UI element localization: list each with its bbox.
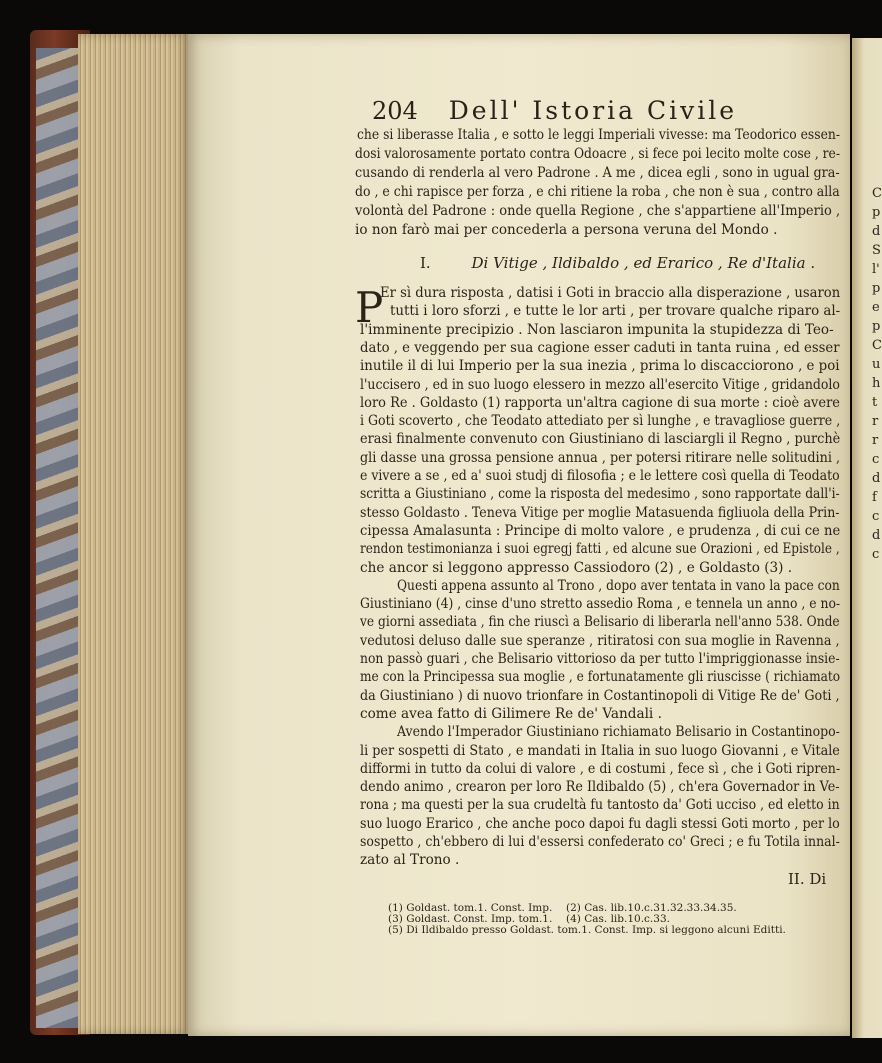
facing-page-fragment bbox=[852, 38, 882, 1038]
running-header bbox=[372, 96, 792, 128]
facing-page-letter: h bbox=[872, 376, 881, 391]
section-heading bbox=[420, 254, 815, 272]
facing-page-letter: d bbox=[872, 224, 881, 239]
facing-page-letter: p bbox=[872, 319, 881, 334]
text-line: ve giorni assediata , fin che riuscì a Belisario di liberarla nell'anno 538. Onde bbox=[360, 614, 840, 631]
facing-page-letter: r bbox=[872, 433, 879, 448]
text-line: rona ; ma questi per la sua crudeltà fu tantosto da' Goti ucciso , ed eletto in bbox=[360, 797, 840, 814]
text-line: dosi valorosamente portato contra Odoacre , si fece poi lecito molte cose , re- bbox=[355, 146, 840, 162]
running-title: Dell' Istoria Civile bbox=[448, 96, 738, 125]
marbled-endpaper bbox=[36, 48, 78, 1028]
text-line: zato al Trono . bbox=[360, 852, 460, 869]
text-line: li per sospetti di Stato , e mandati in Italia in suo luogo Giovanni , e Vitale bbox=[360, 742, 840, 759]
facing-page-letter: u bbox=[872, 357, 881, 372]
footnote: (3) Goldast. Const. Imp. tom.1. bbox=[388, 913, 553, 925]
text-line: l'uccisero , ed in suo luogo elessero in mezzo all'esercito Vitige , gridandolo bbox=[360, 376, 840, 393]
text-line: me con la Principessa sua moglie , e fortunatamente gli riuscisse ( richiamato bbox=[360, 669, 841, 686]
facing-page-letter: p bbox=[872, 281, 881, 296]
text-line: cipessa Amalasunta : Principe di molto valore , e prudenza , di cui ce ne bbox=[360, 522, 841, 539]
text-line: difformi in tutto da colui di valore , e di costumi , fece sì , che i Goti ripren- bbox=[360, 760, 841, 777]
text-line: volontà del Padrone : onde quella Regione , che s'appartiene all'Imperio , bbox=[355, 203, 841, 219]
text-line: da Giustiniano ) di nuovo trionfare in Costantinopoli di Vitige Re de' Goti , bbox=[360, 687, 840, 704]
section-title: Di Vitige , Ildibaldo , ed Erarico , Re d'Italia . bbox=[471, 254, 816, 272]
text-line: scritta a Giustiniano , come la risposta del medesimo , sono rapportate dall'i- bbox=[360, 486, 840, 503]
text-line: do , e chi rapisce per forza , e chi ritiene la roba , che non è sua , contro alla bbox=[355, 184, 840, 200]
facing-page-letter: d bbox=[872, 528, 881, 543]
facing-page-letter: r bbox=[872, 414, 879, 429]
text-line: stesso Goldasto . Teneva Vitige per moglie Matasuenda figliuola della Prin- bbox=[360, 504, 840, 521]
facing-page-letter: C bbox=[872, 338, 882, 353]
text-line: Questi appena assunto al Trono , dopo aver tentata in vano la pace con bbox=[397, 577, 840, 594]
text-line: loro Re . Goldasto (1) rapporta un'altra cagione di sua morte : cioè avere bbox=[360, 394, 840, 411]
facing-page-letter: c bbox=[872, 509, 880, 524]
text-line: come avea fatto di Gilimere Re de' Vandali . bbox=[360, 705, 662, 722]
facing-page-letter: f bbox=[872, 490, 877, 505]
text-line: vedutosi deluso dalle sue speranze , ritiratosi con sua moglie in Ravenna , bbox=[360, 632, 840, 649]
text-line: i Goti scoverto , che Teodato attediato per sì lunghe , e travagliose guerre , bbox=[360, 413, 841, 430]
facing-page-letter: d bbox=[872, 471, 881, 486]
facing-page-letter: C bbox=[872, 186, 882, 201]
text-line: sospetto , ch'ebbero di lui d'essersi confederato co' Greci ; e fu Totila innal- bbox=[360, 834, 840, 850]
facing-page-letter: S bbox=[872, 243, 881, 258]
drop-cap: P bbox=[355, 283, 384, 332]
text-line: inutile il di lui Imperio per la sua inezia , prima lo discacciorono , e poi bbox=[360, 358, 840, 375]
section-number: I. bbox=[420, 254, 431, 272]
text-line: cusando di renderla al vero Padrone . A me , dicea egli , sono in ugual gra- bbox=[355, 165, 840, 181]
text-line: dato , e veggendo per sua cagione esser caduti in tanta ruina , ed esser bbox=[360, 339, 840, 356]
text-line: suo luogo Erarico , che anche poco dapoi fu dagli stessi Goti morto , per lo bbox=[360, 815, 840, 832]
text-line: e vivere a se , ed a' suoi studj di filosofia ; e le lettere così quella di Teodato bbox=[360, 468, 840, 484]
page-number: 204 bbox=[372, 97, 418, 125]
facing-page-letter: t bbox=[872, 395, 878, 410]
text-line: gli dasse una grossa pensione annua , per potersi ritirare nelle solitudini , bbox=[360, 449, 841, 466]
footnote: (5) Di Ildibaldo presso Goldast. tom.1. Const. Imp. si leggono alcuni Editti. bbox=[388, 924, 786, 936]
footnote: (4) Cas. lib.10.c.33. bbox=[566, 913, 670, 925]
text-line: io non farò mai per concederla a persona veruna del Mondo . bbox=[355, 222, 778, 238]
facing-page-letter: e bbox=[872, 300, 880, 315]
text-line: erasi finalmente convenuto con Giustiniano di lasciargli il Regno , purchè bbox=[360, 431, 841, 448]
facing-page-letter: p bbox=[872, 205, 881, 220]
text-line: rendon testimonianza i suoi egregj fatti , ed alcune sue Orazioni , ed Epistole , bbox=[360, 541, 840, 558]
facing-page-letter: c bbox=[872, 547, 880, 562]
footnote: (1) Goldast. tom.1. Const. Imp. bbox=[388, 902, 553, 914]
page-edges bbox=[78, 34, 190, 1034]
text-line: che ancor si leggono appresso Cassiodoro (2) , e Goldasto (3) . bbox=[360, 559, 793, 576]
text-line: dendo animo , crearon per loro Re Ildibaldo (5) , ch'era Governador in Ve- bbox=[360, 779, 840, 796]
text-line: che si liberasse Italia , e sotto le leggi Imperiali vivesse: ma Teodorico essen- bbox=[357, 127, 840, 143]
text-line: non passò guari , che Belisario vittorioso da per tutto l'impriggionasse insie- bbox=[360, 651, 840, 667]
facing-page-letter: c bbox=[872, 452, 880, 467]
text-line: tutti i loro sforzi , e tutte le lor arti , per trovare qualche riparo al- bbox=[390, 303, 841, 320]
text-line: Er sì dura risposta , datisi i Goti in braccio alla disperazione , usaron bbox=[380, 285, 841, 301]
text-line: Giustiniano (4) , cinse d'uno stretto assedio Roma , e tennela un anno , e no- bbox=[360, 596, 841, 613]
catchword: II. Di bbox=[788, 870, 827, 888]
facing-page-letter: l' bbox=[872, 262, 880, 277]
text-line: l'imminente precipizio . Non lasciaron impunita la stupidezza di Teo- bbox=[360, 321, 834, 338]
footnote: (2) Cas. lib.10.c.31.32.33.34.35. bbox=[566, 902, 737, 914]
text-line: Avendo l'Imperador Giustiniano richiamato Belisario in Costantinopo- bbox=[397, 724, 840, 741]
